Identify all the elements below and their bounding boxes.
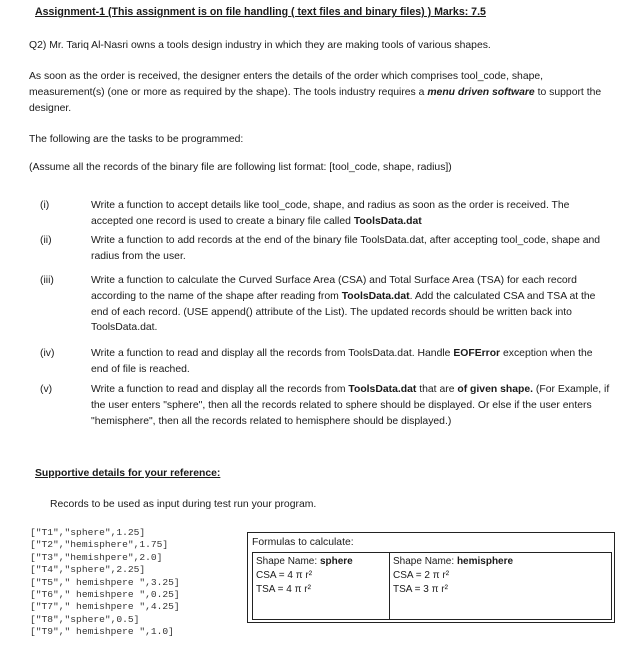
intro-emphasis: menu driven software xyxy=(427,87,535,98)
task-text-b: EOFError xyxy=(453,348,501,359)
record-line: ["T5"," hemishpere ",3.25] xyxy=(30,576,180,588)
formulas-table xyxy=(252,552,612,620)
record-line: ["T4","sphere",2.25] xyxy=(30,564,146,576)
task-text-a: Write a function to read and display all the records from xyxy=(91,384,349,395)
task-item xyxy=(40,346,610,378)
record-line: ["T3","hemishpere",2.0] xyxy=(30,551,163,563)
formulas-box xyxy=(247,532,615,623)
task-number: (iii) xyxy=(40,275,54,286)
shape-name-value: hemisphere xyxy=(456,556,514,567)
task-text xyxy=(91,346,610,378)
intro-part1: As soon as the order is received, the designer enters the details of the order which comprises tool_code, shape, measurement(s) (one or more as required by the shape). The tools industry requires a xyxy=(29,71,544,98)
task-text-a: Write a function to read and display all the records from ToolsData.dat. Handle xyxy=(91,348,454,359)
hemisphere-csa: CSA = 2 π r² xyxy=(393,570,450,581)
intro-paragraph xyxy=(29,69,609,117)
task-text: Write a function to add records at the end of the binary file ToolsData.dat, after accepting tool_code, shape and radius from the user. xyxy=(91,235,601,262)
question-text: Q2) Mr. Tariq Al-Nasri owns a tools design industry in which they are making tools of various shapes. xyxy=(29,40,491,51)
task-text-b: ToolsData.dat xyxy=(353,215,422,227)
shape-name-label: Shape Name: xyxy=(256,556,320,567)
hemisphere-formula-cell xyxy=(390,553,611,619)
intro-part2: to support the designer. xyxy=(29,87,602,114)
task-text-b: ToolsData.dat xyxy=(348,384,417,395)
task-text-a: Write a function to calculate the Curved Surface Area (CSA) and Total Surface Area (TSA) for each record according to the name of the shape after reading from xyxy=(91,275,577,302)
shape-name-value: sphere xyxy=(319,556,353,567)
sphere-tsa: TSA = 4 π r² xyxy=(256,584,311,595)
task-number: (iv) xyxy=(40,348,55,359)
tasks-heading: The following are the tasks to be programmed: xyxy=(29,134,244,145)
record-line: ["T6"," hemishpere ",0.25] xyxy=(30,589,180,601)
task-text xyxy=(91,382,610,429)
record-line: ["T8","sphere",0.5] xyxy=(30,613,140,625)
record-line: ["T2","hemisphere",1.75] xyxy=(30,539,169,551)
task-number: (v) xyxy=(40,384,53,395)
hemisphere-tsa: TSA = 3 π r² xyxy=(393,584,448,595)
record-line: ["T7"," hemishpere ",4.25] xyxy=(30,601,180,613)
task-text-c: . Add the calculated CSA and TSA at the end of each record. (USE append() attribute of the List). The updated records should be written back into ToolsData.dat. xyxy=(91,290,596,334)
task-item xyxy=(40,273,610,336)
records-code-block xyxy=(30,527,180,639)
task-number: (i) xyxy=(40,200,50,211)
hemisphere-shape-name xyxy=(393,555,608,569)
assignment-title: Assignment-1 (This assignment is on file handling ( text files and binary files) ) Marks: 7.5 xyxy=(35,6,486,18)
task-text-c: that are xyxy=(416,384,458,395)
task-text xyxy=(91,198,610,230)
record-line: ["T9"," hemishpere ",1.0] xyxy=(30,626,174,638)
task-item xyxy=(40,233,610,265)
task-text-c: exception when the end of file is reached. xyxy=(91,348,593,375)
task-text-e: (For Example, if the user enters "sphere", then all the records related to sphere should be displayed. Or else if the user enters "hemisphere", then all the records related to hemisphere should be displayed.) xyxy=(91,384,610,427)
assume-note: (Assume all the records of the binary file are following list format: [tool_code, shape, radius]) xyxy=(29,162,452,173)
formulas-title: Formulas to calculate: xyxy=(252,537,354,548)
shape-name-label: Shape Name: xyxy=(393,556,457,567)
sphere-shape-name xyxy=(256,555,386,569)
task-item xyxy=(40,198,610,230)
task-text-b: ToolsData.dat xyxy=(341,290,410,302)
task-item xyxy=(40,382,610,429)
task-text xyxy=(91,273,610,336)
record-line: ["T1","sphere",1.25] xyxy=(30,527,146,538)
task-number: (ii) xyxy=(40,235,52,246)
supportive-heading: Supportive details for your reference: xyxy=(35,468,221,479)
sphere-formula-cell xyxy=(253,553,390,619)
records-intro: Records to be used as input during test run your program. xyxy=(50,499,317,510)
task-text-a: Write a function to accept details like tool_code, shape, and radius as soon as the order is received. The accepted one record is used to create a binary file called xyxy=(91,200,570,227)
task-text-d: of given shape. xyxy=(457,384,533,395)
sphere-csa: CSA = 4 π r² xyxy=(256,570,313,581)
